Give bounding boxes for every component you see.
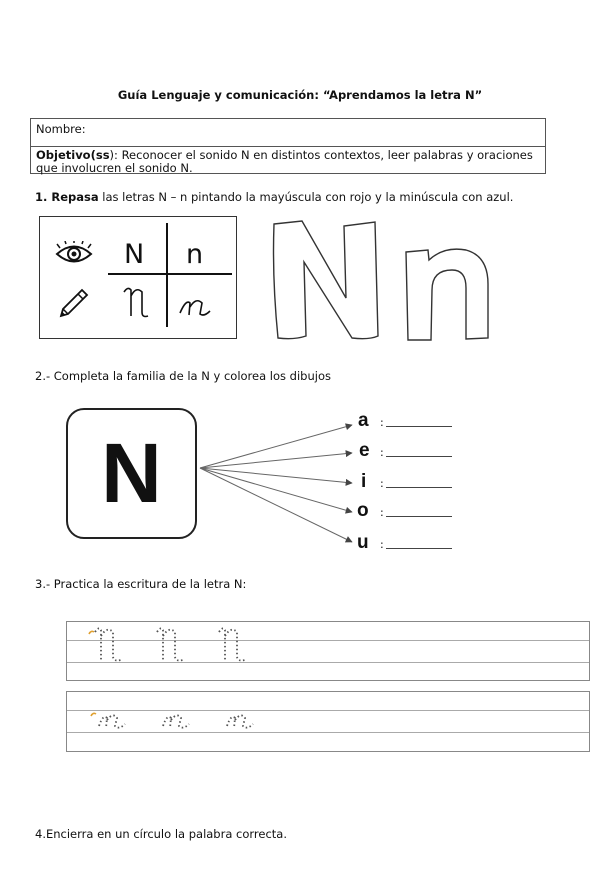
vowel-u: u bbox=[357, 532, 369, 553]
answer-blank-e[interactable] bbox=[386, 456, 452, 457]
big-letter: N bbox=[101, 426, 162, 520]
answer-blank-o[interactable] bbox=[386, 516, 452, 517]
pencil-icon bbox=[58, 287, 90, 319]
question-4: 4.Encierra en un círculo la palabra correcta. bbox=[35, 827, 288, 841]
arrow-e bbox=[200, 453, 352, 468]
vowel-i: i bbox=[361, 471, 367, 492]
print-lower-n: n bbox=[186, 239, 204, 270]
question-1-text: las letras N – n pintando la mayúscula con rojo y la minúscula con azul. bbox=[98, 190, 514, 204]
eye-icon bbox=[54, 241, 94, 267]
question-1 bbox=[35, 190, 513, 204]
colon: : bbox=[380, 416, 384, 429]
colon: : bbox=[380, 538, 384, 551]
print-upper-n: N bbox=[124, 239, 145, 270]
answer-blank-i[interactable] bbox=[386, 487, 452, 488]
vowel-e: e bbox=[359, 440, 370, 461]
objective-text-1: Reconocer el sonido N en distintos contextos, leer palabras y oraciones bbox=[117, 148, 533, 162]
question-1-number: 1. Repasa bbox=[35, 190, 99, 204]
name-label: Nombre: bbox=[36, 122, 86, 136]
student-info-box bbox=[30, 118, 546, 174]
answer-blank-a[interactable] bbox=[386, 426, 452, 427]
page-title: Guía Lenguaje y comunicación: “Aprendamos la letra N” bbox=[117, 88, 483, 102]
colon: : bbox=[380, 506, 384, 519]
vowel-o: o bbox=[357, 500, 369, 521]
big-letter-card bbox=[66, 408, 197, 539]
colon: : bbox=[380, 477, 384, 490]
outline-upper-n bbox=[264, 218, 386, 344]
objective-label-end: ): bbox=[109, 148, 118, 162]
cursive-upper-n bbox=[118, 282, 160, 324]
dotted-lower-n-traces bbox=[87, 708, 307, 734]
dotted-upper-n-traces bbox=[85, 624, 305, 666]
practice-row-lower[interactable] bbox=[66, 691, 590, 752]
cursive-lower-n bbox=[176, 291, 224, 319]
objective-field: Objetivo(ss): Reconocer el sonido N en distintos contextos, leer palabras y oraciones que involucren el sonido N. bbox=[36, 148, 533, 175]
family-arrows bbox=[196, 410, 356, 550]
answer-blank-u[interactable] bbox=[386, 548, 452, 549]
objective-text-2: que involucren el sonido N. bbox=[36, 161, 193, 175]
arrow-a bbox=[200, 425, 352, 468]
objective-label: Objetivo(s bbox=[36, 148, 103, 162]
outline-lower-n bbox=[400, 244, 496, 344]
vowel-a: a bbox=[358, 410, 369, 431]
letter-chart bbox=[39, 216, 237, 339]
question-3: 3.- Practica la escritura de la letra N: bbox=[35, 577, 247, 591]
arrow-i bbox=[200, 468, 352, 483]
name-field[interactable] bbox=[31, 119, 545, 147]
question-2: 2.- Completa la familia de la N y colorea los dibujos bbox=[35, 369, 331, 383]
practice-row-upper[interactable] bbox=[66, 621, 590, 681]
colon: : bbox=[380, 446, 384, 459]
